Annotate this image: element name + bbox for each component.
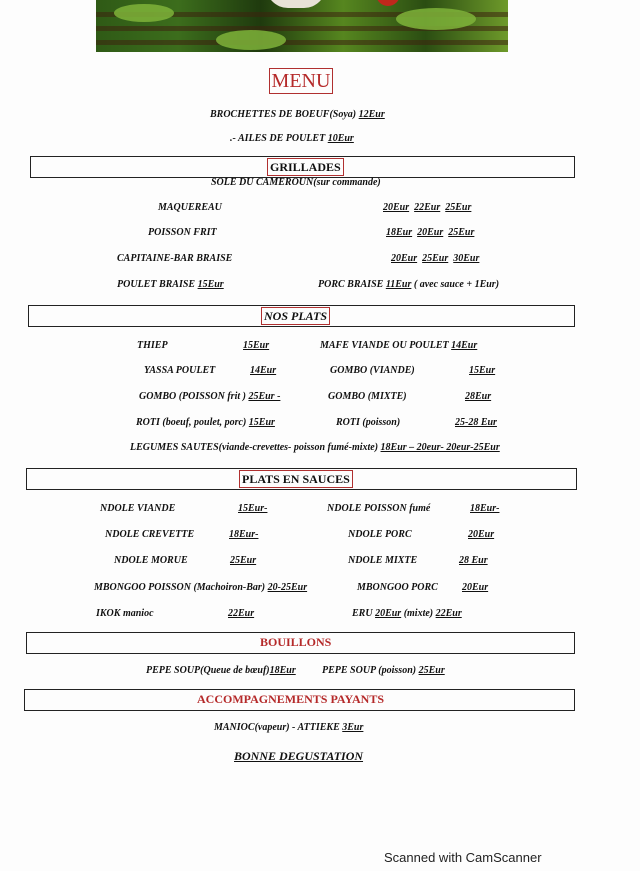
menu-item-ikok: IKOK manioc	[96, 608, 154, 619]
menu-title: MENU	[269, 68, 333, 94]
price-ndole-mixte: 28 Eur	[459, 555, 488, 566]
price-thiep: 15Eur	[243, 340, 270, 351]
menu-item-gombo-viande: GOMBO (VIANDE)	[330, 365, 415, 376]
menu-item-capitaine-bar: CAPITAINE-BAR BRAISE	[117, 253, 233, 264]
price-ikok: 22Eur	[228, 608, 255, 619]
price-ndole-morue: 25Eur	[230, 555, 257, 566]
price-capitaine-bar: 20Eur 25Eur 30Eur	[391, 253, 480, 264]
menu-item-thiep: THIEP	[137, 340, 168, 351]
menu-item-roti-poisson: ROTI (poisson)	[336, 417, 401, 428]
menu-item-ndole-porc: NDOLE PORC	[348, 529, 412, 540]
menu-item-gombo-poisson: GOMBO (POISSON frit ) 25Eur -	[139, 391, 281, 402]
closing-message: BONNE DEGUSTATION	[234, 749, 364, 763]
price-poisson-frit: 18Eur 20Eur 25Eur	[386, 227, 475, 238]
menu-item-ndole-crevette: NDOLE CREVETTE	[105, 529, 195, 540]
menu-item-yassa: YASSA POULET	[144, 365, 216, 376]
price-ndole-viande: 15Eur-	[238, 503, 268, 514]
menu-item-ndole-poisson: NDOLE POISSON fumé	[327, 503, 431, 514]
price-gombo-viande: 15Eur	[469, 365, 496, 376]
section-title-bouillons: BOUILLONS	[260, 635, 332, 649]
menu-item-pepe-soup-boeuf: PEPE SOUP(Queue de bœuf)18Eur	[146, 665, 296, 676]
food-photo	[96, 0, 508, 52]
menu-item-pepe-soup-poisson: PEPE SOUP (poisson) 25Eur	[322, 665, 445, 676]
price-roti-poisson: 25-28 Eur	[455, 417, 497, 428]
menu-item-ailes-poulet: .- AILES DE POULET 10Eur	[230, 133, 354, 144]
menu-item-mbongoo-porc: MBONGOO PORC	[357, 582, 438, 593]
menu-item-ndole-viande: NDOLE VIANDE	[100, 503, 176, 514]
menu-item-poisson-frit: POISSON FRIT	[148, 227, 217, 238]
menu-item-sole: SOLE DU CAMEROUN(sur commande)	[211, 177, 381, 188]
price-mbongoo-porc: 20Eur	[462, 582, 489, 593]
price-yassa: 14Eur	[250, 365, 277, 376]
menu-item-poulet-braise: POULET BRAISE 15Eur	[117, 279, 224, 290]
menu-item-gombo-mixte: GOMBO (MIXTE)	[328, 391, 407, 402]
menu-item-eru: ERU 20Eur (mixte) 22Eur	[352, 608, 462, 619]
price-ndole-poisson: 18Eur-	[470, 503, 500, 514]
section-title-nos-plats: NOS PLATS	[261, 307, 330, 325]
scanner-watermark: Scanned with CamScanner	[384, 850, 542, 865]
price-ndole-crevette: 18Eur-	[229, 529, 259, 540]
menu-item-ndole-morue: NDOLE MORUE	[114, 555, 188, 566]
section-title-plats-en-sauces: PLATS EN SAUCES	[239, 470, 353, 488]
menu-item-legumes-sautes: LEGUMES SAUTES(viande-crevettes- poisson fumé-mixte) 18Eur – 20eur- 20eur-25Eur	[130, 442, 500, 453]
menu-item-roti-boeuf: ROTI (boeuf, poulet, porc) 15Eur	[136, 417, 275, 428]
price-ndole-porc: 20Eur	[468, 529, 495, 540]
price-gombo-mixte: 28Eur	[465, 391, 492, 402]
section-title-grillades: GRILLADES	[267, 158, 344, 176]
menu-item-manioc-attieke: MANIOC(vapeur) - ATTIEKE 3Eur	[214, 722, 364, 733]
menu-item-porc-braise: PORC BRAISE 11Eur ( avec sauce + 1Eur)	[318, 279, 500, 290]
menu-item-mafe: MAFE VIANDE OU POULET 14Eur	[320, 340, 478, 351]
menu-item-maquereau: MAQUEREAU	[158, 202, 222, 213]
section-title-accompagnements: ACCOMPAGNEMENTS PAYANTS	[197, 692, 385, 706]
menu-item-brochettes: BROCHETTES DE BOEUF(Soya) 12Eur	[210, 109, 385, 120]
menu-item-mbongoo-poisson: MBONGOO POISSON (Machoiron-Bar) 20-25Eur	[94, 582, 308, 593]
price-maquereau: 20Eur 22Eur 25Eur	[383, 202, 472, 213]
menu-item-ndole-mixte: NDOLE MIXTE	[348, 555, 418, 566]
